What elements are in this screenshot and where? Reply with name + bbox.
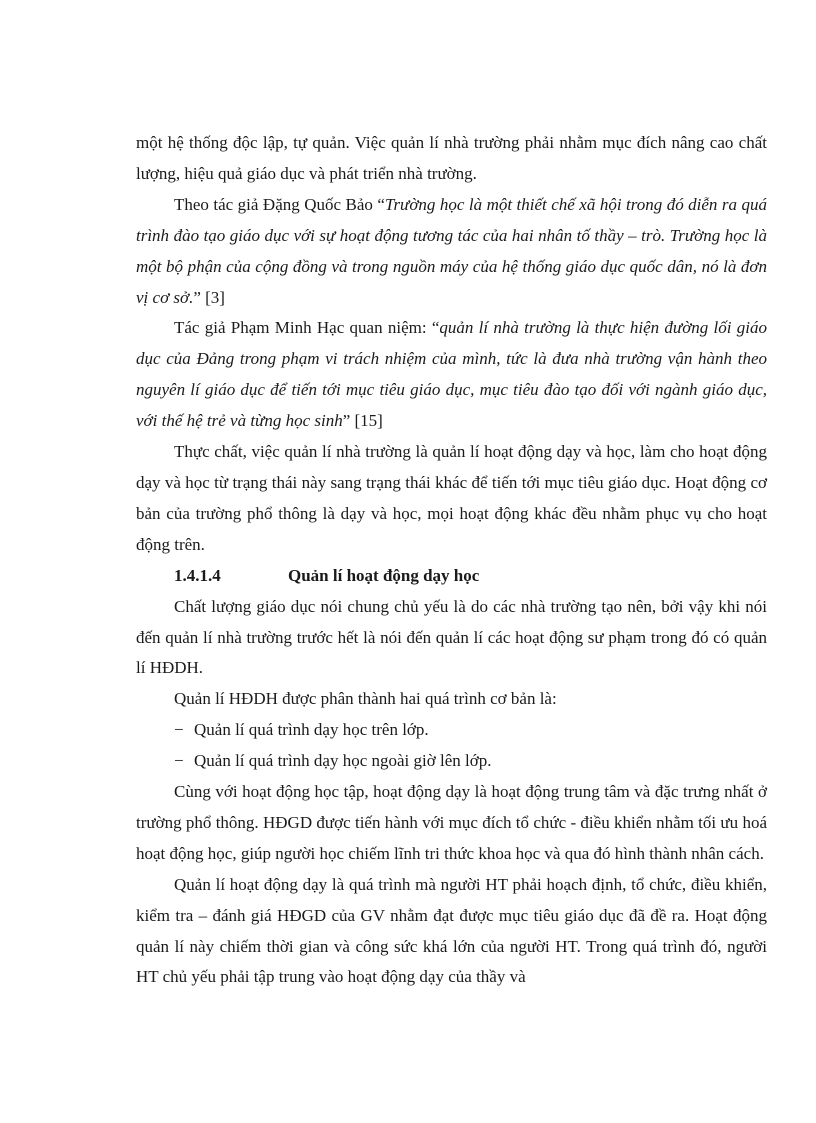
section-title: Quản lí hoạt động dạy học — [288, 565, 480, 585]
bullet-dash: − — [174, 720, 184, 740]
paragraph-2-quote: Trường học là một thiết chế xã hội trong đó diễn ra quá trình đào tạo giáo dục với sự hoạt động tương tác của hai nhân tố thầy – trò. Trường học là một bộ phận của cộng đồng và trong nguồn máy của hệ thống giáo dục quốc dân, nó là đơn vị cơ sở. — [136, 194, 767, 307]
paragraph-5: Chất lượng giáo dục nói chung chủ yếu là do các nhà trường tạo nên, bởi vậy khi nói đến quản lí nhà trường trước hết là nói đến quản lí các hoạt động sư phạm trong đó có quản lí HĐDH. — [136, 596, 767, 678]
bullet-dash: − — [174, 751, 184, 771]
bullet-item-2 — [136, 746, 767, 777]
paragraph-2-lead: Theo tác giả Đặng Quốc Bảo “ — [174, 194, 385, 214]
paragraph-4: Thực chất, việc quản lí nhà trường là quản lí hoạt động dạy và học, làm cho hoạt động dạy và học từ trạng thái này sang trạng thái khác để tiến tới mục tiêu giáo dục. Hoạt động cơ bản của trường phổ thông là dạy và học, mọi hoạt động khác đều nhằm phục vụ cho hoạt động trên. — [136, 442, 767, 554]
section-heading — [136, 561, 767, 592]
paragraph-2-citation: ” [3] — [193, 287, 225, 307]
paragraph-1: một hệ thống độc lập, tự quản. Việc quản lí nhà trường phải nhằm mục đích nâng cao chất lượng, hiệu quả giáo dục và phát triển nhà trường. — [136, 133, 767, 183]
document-page — [136, 128, 767, 993]
bullet-item-1 — [136, 715, 767, 746]
paragraph-6: Quản lí HĐDH được phân thành hai quá trình cơ bản là: — [174, 689, 557, 709]
paragraph-2 — [136, 190, 767, 314]
paragraph-3 — [136, 313, 767, 437]
paragraph-8: Quản lí hoạt động dạy là quá trình mà người HT phải hoạch định, tổ chức, điều khiển, kiểm tra – đánh giá HĐGD của GV nhằm đạt được mục tiêu giáo dục đã đề ra. Hoạt động quản lí này chiếm thời gian và công sức khá lớn của người HT. Trong quá trình đó, người HT chủ yếu phải tập trung vào hoạt động dạy của thầy và — [136, 874, 767, 987]
paragraph-3-lead: Tác giả Phạm Minh Hạc quan niệm: “ — [174, 318, 440, 338]
bullet-text-1: Quản lí quá trình dạy học trên lớp. — [194, 720, 429, 740]
paragraph-3-citation: ” [15] — [342, 411, 383, 431]
paragraph-3-quote: quản lí nhà trường là thực hiện đường lối giáo dục của Đảng trong phạm vi trách nhiệm của mình, tức là đưa nhà trường vận hành theo nguyên lí giáo dục để tiến tới mục tiêu giáo dục, mục tiêu đào tạo đối với ngành giáo dục, với thế hệ trẻ và từng học sinh — [136, 318, 767, 431]
section-number: 1.4.1.4 — [174, 565, 221, 585]
paragraph-7: Cùng với hoạt động học tập, hoạt động dạy là hoạt động trung tâm và đặc trưng nhất ở trường phổ thông. HĐGD được tiến hành với mục đích tổ chức - điều khiển nhằm tối ưu hoá hoạt động học, giúp người học chiếm lĩnh tri thức khoa học và qua đó hình thành nhân cách. — [136, 782, 767, 863]
bullet-text-2: Quản lí quá trình dạy học ngoài giờ lên lớp. — [194, 751, 492, 771]
